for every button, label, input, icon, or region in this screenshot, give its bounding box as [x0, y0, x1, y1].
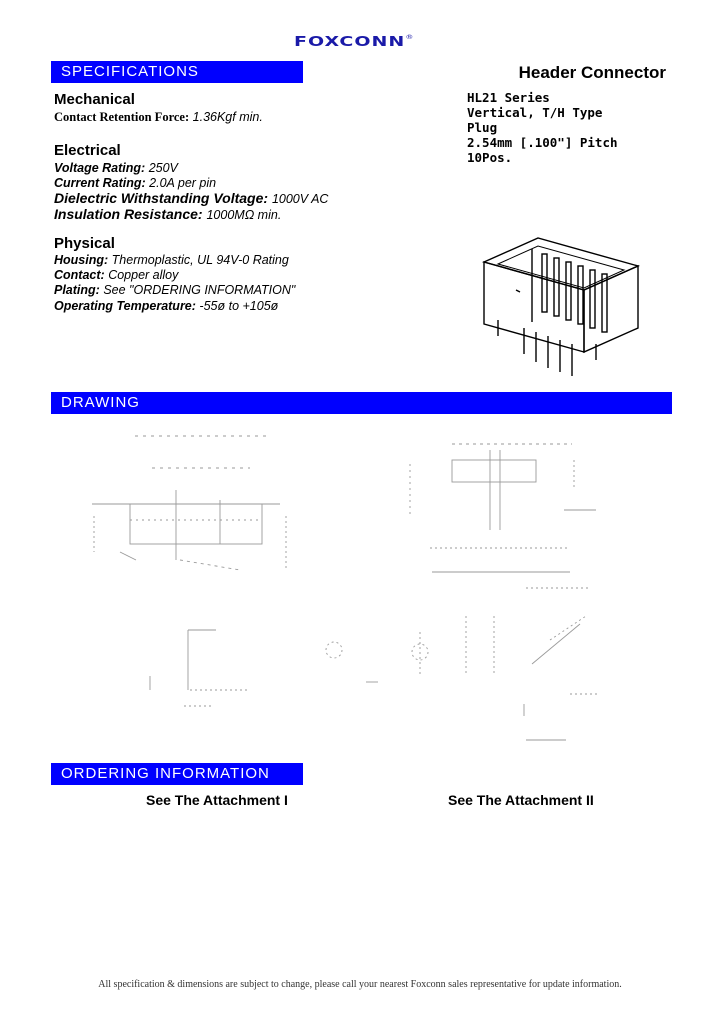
product-title: Header Connector — [518, 63, 666, 82]
connector-illustration — [478, 232, 648, 382]
drawing-heading: DRAWING — [61, 394, 140, 411]
physical-heading: Physical — [54, 235, 115, 252]
contact-retention-spec: Contact Retention Force: 1.36Kgf min. — [54, 110, 263, 124]
temperature-spec: Operating Temperature: -55ø to +105ø — [54, 299, 279, 313]
voltage-spec: Voltage Rating: 250V — [54, 161, 178, 175]
series-line: 10Pos. — [467, 150, 513, 165]
specifications-heading: SPECIFICATIONS — [61, 63, 199, 80]
ordering-heading: ORDERING INFORMATION — [61, 765, 270, 782]
series-line: Vertical, T/H Type — [467, 105, 603, 120]
foxconn-logo: FOXCONN® — [294, 34, 415, 50]
current-spec: Current Rating: 2.0A per pin — [54, 176, 217, 190]
dielectric-spec: Dielectric Withstanding Voltage: 1000V AC — [54, 190, 329, 206]
attachment-2-link[interactable]: See The Attachment II — [448, 792, 594, 808]
series-line: 2.54mm [.100"] Pitch — [467, 135, 618, 150]
attachment-1-link[interactable]: See The Attachment I — [146, 792, 288, 808]
housing-spec: Housing: Thermoplastic, UL 94V-0 Rating — [54, 253, 289, 267]
series-info — [467, 90, 618, 165]
footer-disclaimer: All specification & dimensions are subject to change, please call your nearest Foxconn sales representative for update information. — [98, 979, 622, 990]
insulation-spec: Insulation Resistance: 1000MΩ min. — [54, 206, 282, 222]
electrical-heading: Electrical — [54, 142, 121, 159]
series-line: Plug — [467, 120, 498, 135]
ordering-bar — [51, 763, 303, 785]
drawing-bar — [51, 392, 672, 414]
contact-spec: Contact: Copper alloy — [54, 268, 179, 282]
technical-drawing — [80, 420, 680, 750]
specifications-bar — [51, 61, 303, 83]
plating-spec: Plating: See "ORDERING INFORMATION" — [54, 283, 296, 297]
mechanical-heading: Mechanical — [54, 91, 135, 108]
series-line: HL21 Series — [467, 90, 550, 105]
